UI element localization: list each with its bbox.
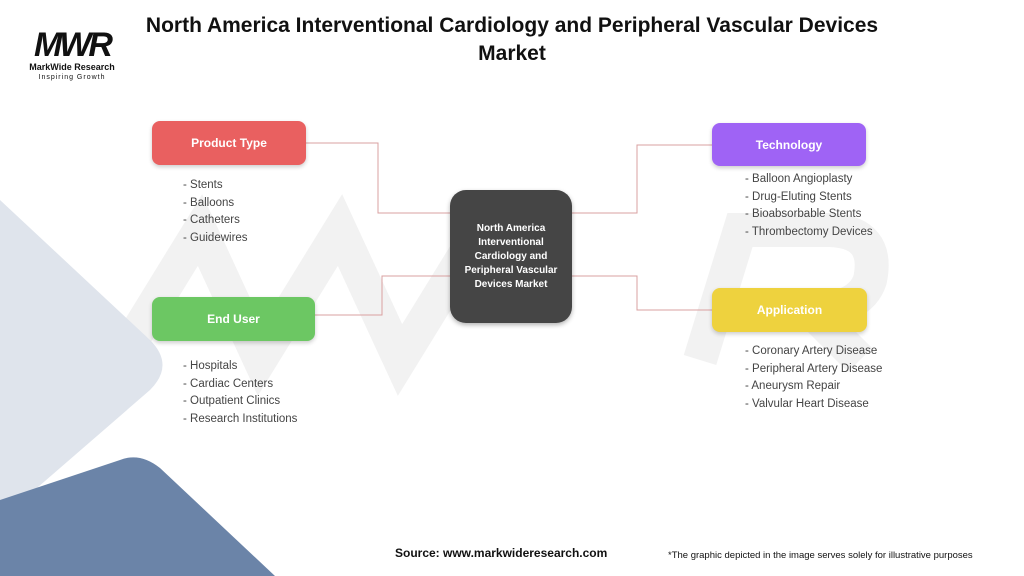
list-item: - Bioabsorbable Stents: [745, 208, 862, 220]
node-technology: Technology: [712, 123, 866, 166]
list-item: - Drug-Eluting Stents: [745, 190, 852, 203]
list-application: [745, 343, 882, 413]
disclaimer-text: *The graphic depicted in the image serves solely for illustrative purposes: [668, 550, 973, 561]
connector-technology: [572, 145, 712, 213]
list-item: - Thrombectomy Devices: [745, 225, 873, 238]
list-item: - Hospitals: [183, 360, 238, 372]
connector-product-type: [306, 143, 450, 213]
list-item: - Guidewires: [183, 231, 248, 244]
node-end-user: End User: [152, 297, 315, 341]
list-item: - Balloons: [183, 196, 235, 209]
logo: MWR MarkWide Research Inspiring Growth: [29, 26, 115, 81]
node-product-type: Product Type: [152, 121, 306, 165]
list-item: - Aneurysm Repair: [745, 380, 841, 392]
source-text: Source: www.markwideresearch.com: [395, 546, 608, 560]
list-item: - Coronary Artery Disease: [745, 345, 878, 357]
connector-application: [572, 276, 712, 310]
page-title: North America Interventional Cardiology and Peripheral Vascular Devices Market: [145, 14, 879, 65]
list-technology: [745, 171, 873, 241]
center-node: North America Interventional Cardiology and Peripheral Vascular Devices Market: [450, 190, 572, 323]
list-product-type: [183, 177, 248, 247]
list-item: - Cardiac Centers: [183, 377, 274, 390]
list-item: - Balloon Angioplasty: [745, 173, 853, 185]
list-item: - Catheters: [183, 214, 240, 226]
list-item: - Peripheral Artery Disease: [745, 362, 883, 375]
list-item: - Outpatient Clinics: [183, 395, 281, 407]
list-item: - Stents: [183, 179, 223, 191]
list-item: - Research Institutions: [183, 412, 298, 425]
list-item: - Valvular Heart Disease: [745, 397, 869, 410]
node-application: Application: [712, 288, 867, 332]
list-end-user: [183, 358, 297, 428]
